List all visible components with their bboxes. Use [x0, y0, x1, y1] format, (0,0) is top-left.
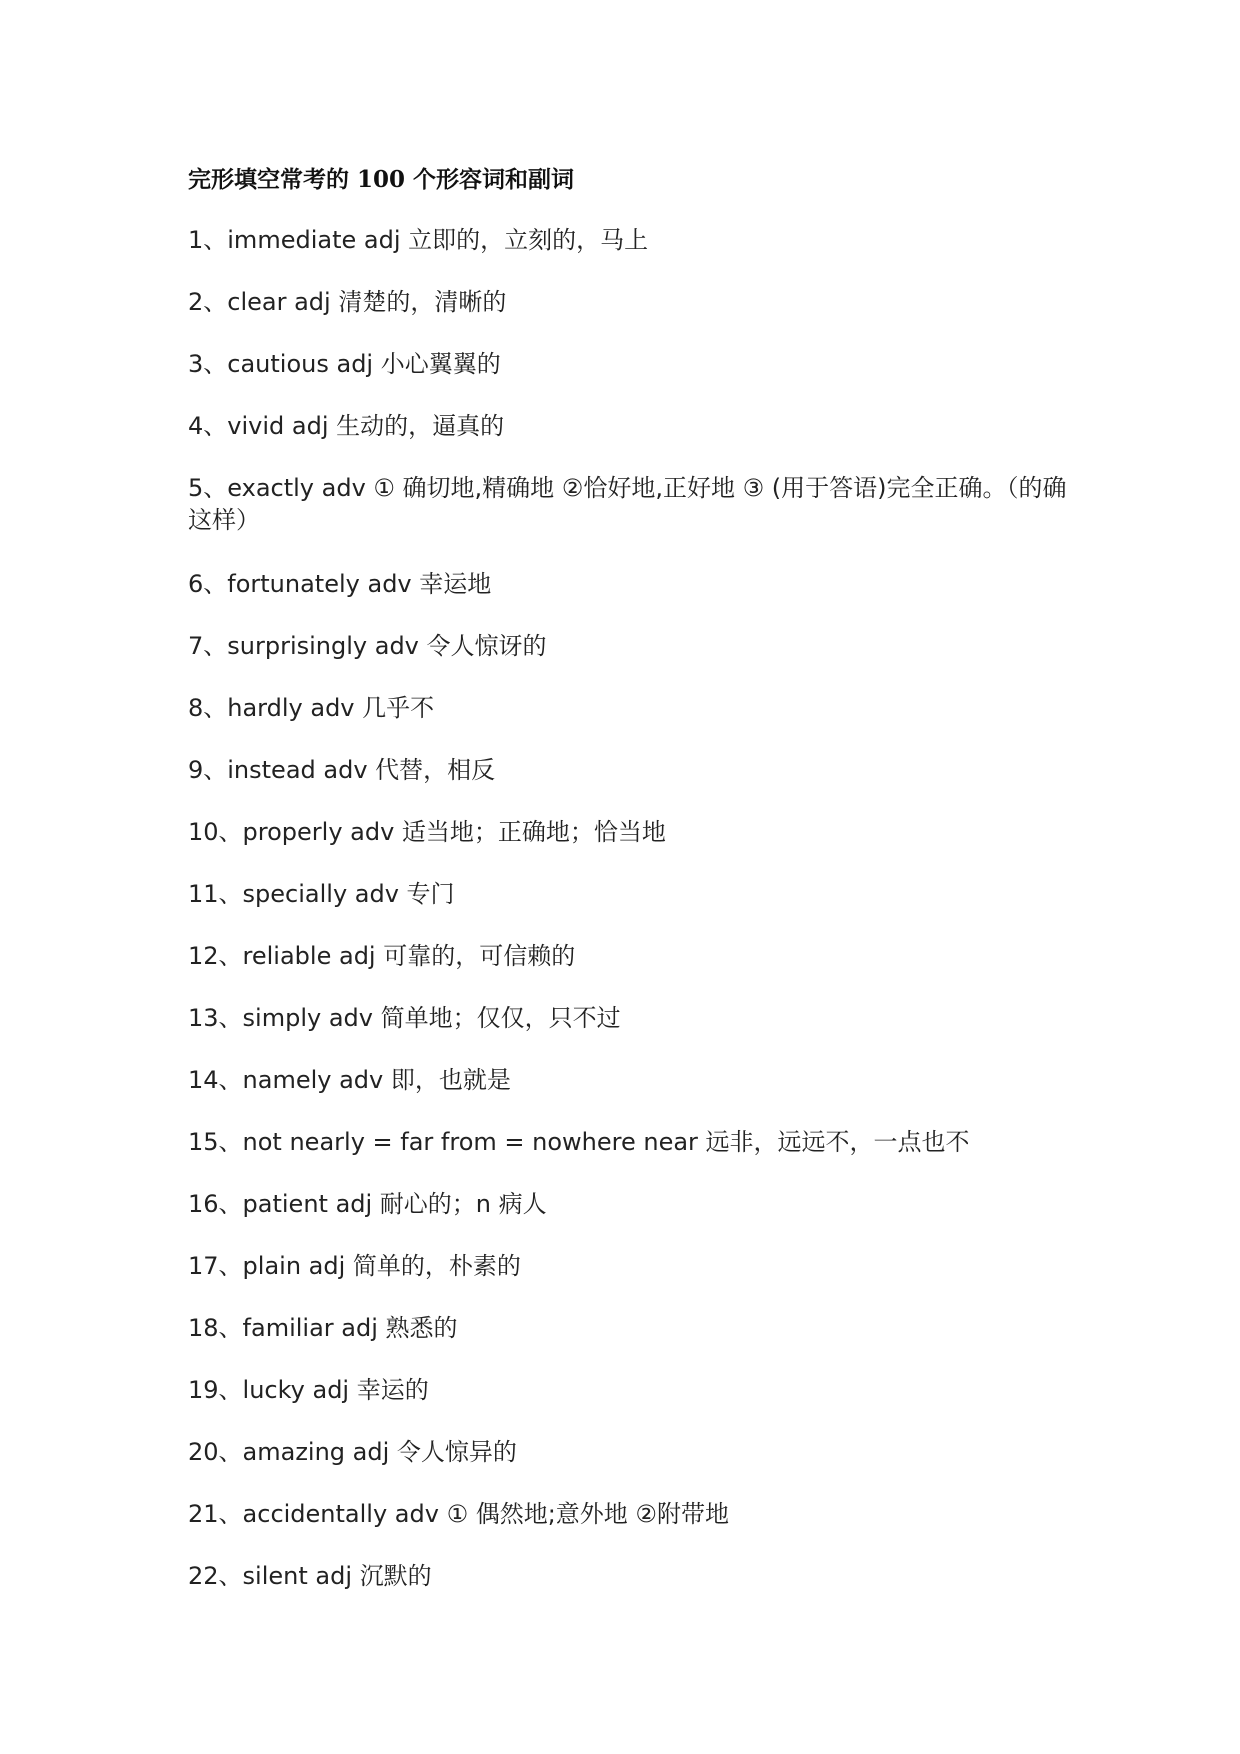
vocabulary-list — [188, 224, 1068, 1622]
vocabulary-entry: 14、namely adv 即，也就是 — [188, 1066, 511, 1094]
vocabulary-entry: 8、hardly adv 几乎不 — [188, 694, 435, 722]
vocabulary-entry: 16、patient adj 耐心的；n 病人 — [188, 1190, 547, 1218]
vocabulary-entry: 20、amazing adj 令人惊异的 — [188, 1438, 517, 1466]
vocabulary-entry: 12、reliable adj 可靠的，可信赖的 — [188, 942, 576, 970]
vocabulary-entry: 5、exactly adv ① 确切地,精确地 ②恰好地,正好地 ③ (用于答语)完全正确。（的确这样） — [188, 474, 1067, 534]
vocabulary-entry: 4、vivid adj 生动的，逼真的 — [188, 412, 505, 440]
vocabulary-entry: 19、lucky adj 幸运的 — [188, 1376, 429, 1404]
vocabulary-entry: 6、fortunately adv 幸运地 — [188, 570, 492, 598]
vocabulary-entry: 2、clear adj 清楚的，清晰的 — [188, 288, 507, 316]
vocabulary-entry: 9、instead adv 代替，相反 — [188, 756, 496, 784]
vocabulary-entry: 18、familiar adj 熟悉的 — [188, 1314, 458, 1342]
vocabulary-entry: 21、accidentally adv ① 偶然地;意外地 ②附带地 — [188, 1500, 729, 1528]
vocabulary-entry: 22、silent adj 沉默的 — [188, 1562, 432, 1590]
vocabulary-entry: 1、immediate adj 立即的，立刻的，马上 — [188, 226, 649, 254]
vocabulary-entry: 11、specially adv 专门 — [188, 880, 455, 908]
vocabulary-entry: 7、surprisingly adv 令人惊讶的 — [188, 632, 547, 660]
vocabulary-entry: 3、cautious adj 小心翼翼的 — [188, 350, 501, 378]
vocabulary-entry: 17、plain adj 简单的，朴素的 — [188, 1252, 521, 1280]
vocabulary-entry: 15、not nearly = far from = nowhere near 远非，远远不，一点也不 — [188, 1128, 970, 1156]
vocabulary-entry: 13、simply adv 简单地；仅仅，只不过 — [188, 1004, 621, 1032]
vocabulary-entry: 10、properly adv 适当地；正确地；恰当地 — [188, 818, 666, 846]
document-title: 完形填空常考的 100 个形容词和副词 — [188, 166, 575, 193]
